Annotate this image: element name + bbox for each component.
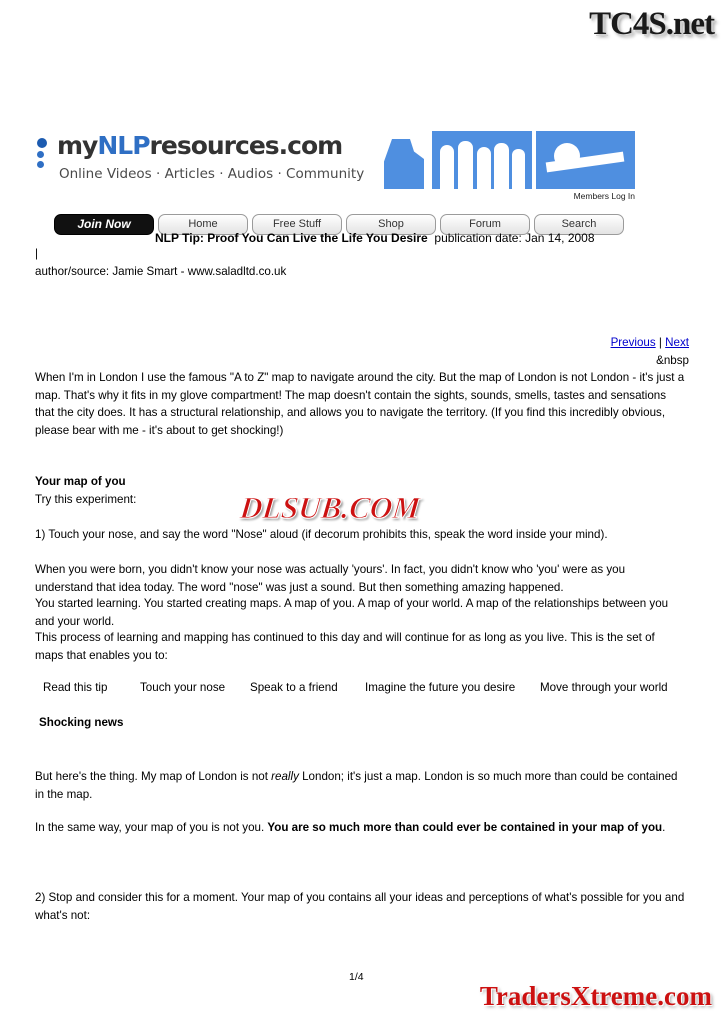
- paragraph-6: [35, 819, 685, 837]
- banner-image-group: [432, 131, 532, 189]
- article-author: author/source: Jamie Smart - www.saladltd.co.uk: [35, 265, 287, 278]
- site-banner: [35, 131, 635, 203]
- banner-image-right: [536, 131, 635, 189]
- capability-item-5: Move through your world: [540, 681, 668, 694]
- paragraph-5: But here's the thing. My map of London is not really London; it's just a map. London is so much more than could be contained in the map.: [35, 770, 678, 801]
- banner-image-left: [380, 131, 428, 189]
- emphasis-really: really: [271, 770, 299, 783]
- paragraph-6-end: .: [662, 821, 666, 834]
- heading-shocking-news: Shocking news: [39, 716, 124, 729]
- paragraph-7: 2) Stop and consider this for a moment. Your map of you contains all your ideas and perceptions of what's possible for you and what's not:: [35, 891, 685, 922]
- nav-item-shop[interactable]: Shop: [346, 214, 436, 235]
- try-this-line: Try this experiment:: [35, 493, 137, 506]
- paragraph-6-bold: You are so much more than could ever be contained in your map of you: [267, 821, 663, 834]
- nav-item-home[interactable]: Home: [158, 214, 248, 235]
- heading-your-map-of-you: Your map of you: [35, 475, 126, 488]
- nav-item-forum[interactable]: Forum: [440, 214, 530, 235]
- capability-item-1: Read this tip: [43, 681, 108, 694]
- nav-item-join-now[interactable]: Join Now: [54, 214, 154, 235]
- nbsp-text: &nbsp: [656, 354, 689, 367]
- page-number: 1/4: [349, 971, 364, 983]
- article-pubdate: publication date: Jan 14, 2008: [434, 231, 595, 245]
- paragraph-2: When you were born, you didn't know your nose was actually 'yours'. In fact, you didn't know who 'you' were as you understand that idea today. The word "nose" was just a sound. But then something amazing happened.: [35, 563, 626, 594]
- logo-prefix: my: [57, 131, 98, 160]
- pager-links: [611, 336, 689, 349]
- logo-nlp: NLP: [97, 131, 150, 160]
- capability-item-3: Speak to a friend: [250, 681, 338, 694]
- article-title-line: [155, 231, 595, 245]
- banner-images: [380, 131, 635, 201]
- paragraph-3: You started learning. You started creating maps. A map of you. A map of your world. A map of the relationships between you and your world.: [35, 597, 669, 628]
- logo-suffix: resources.com: [149, 131, 343, 160]
- members-login-link[interactable]: Members Log In: [573, 191, 635, 201]
- logo-text: [57, 131, 342, 160]
- paragraph-4: This process of learning and mapping has continued to this day and will continue for as long as you live. This is the set of maps that enables you to:: [35, 631, 655, 662]
- nav-item-free-stuff[interactable]: Free Stuff: [252, 214, 342, 235]
- previous-link[interactable]: Previous: [610, 336, 656, 349]
- article-title: NLP Tip: Proof You Can Live the Life You Desire: [155, 231, 428, 245]
- next-link[interactable]: Next: [665, 336, 689, 349]
- logo-dots-icon: [37, 138, 53, 168]
- paragraph-6-start: In the same way, your map of you is not you.: [35, 821, 268, 834]
- nav-item-search[interactable]: Search: [534, 214, 624, 235]
- article-pipe: |: [35, 247, 39, 260]
- capability-item-4: Imagine the future you desire: [365, 681, 516, 694]
- watermark-middle: DLSUB.COM: [238, 490, 422, 525]
- watermark-top-right: TC4S.net: [589, 6, 714, 42]
- watermark-bottom-right: TradersXtreme.com: [479, 981, 712, 1011]
- logo-tagline: Online Videos · Articles · Audios · Community: [59, 166, 365, 182]
- capability-item-2: Touch your nose: [140, 681, 226, 694]
- paragraph-1: When I'm in London I use the famous "A to Z" map to navigate around the city. But the map of London is not London - it's just a map. That's why it fits in my glove compartment! The map doesn't contain the sights, sounds, smells, tastes and sensations that the city does. It has a structural relationship, and allows you to navigate the territory. (If you find this incredibly obvious, please bear with me - it's about to get shocking!): [35, 371, 685, 437]
- pager-separator: |: [658, 336, 662, 349]
- list-item-1: 1) Touch your nose, and say the word "Nose" aloud (if decorum prohibits this, speak the word inside your mind).: [35, 528, 608, 541]
